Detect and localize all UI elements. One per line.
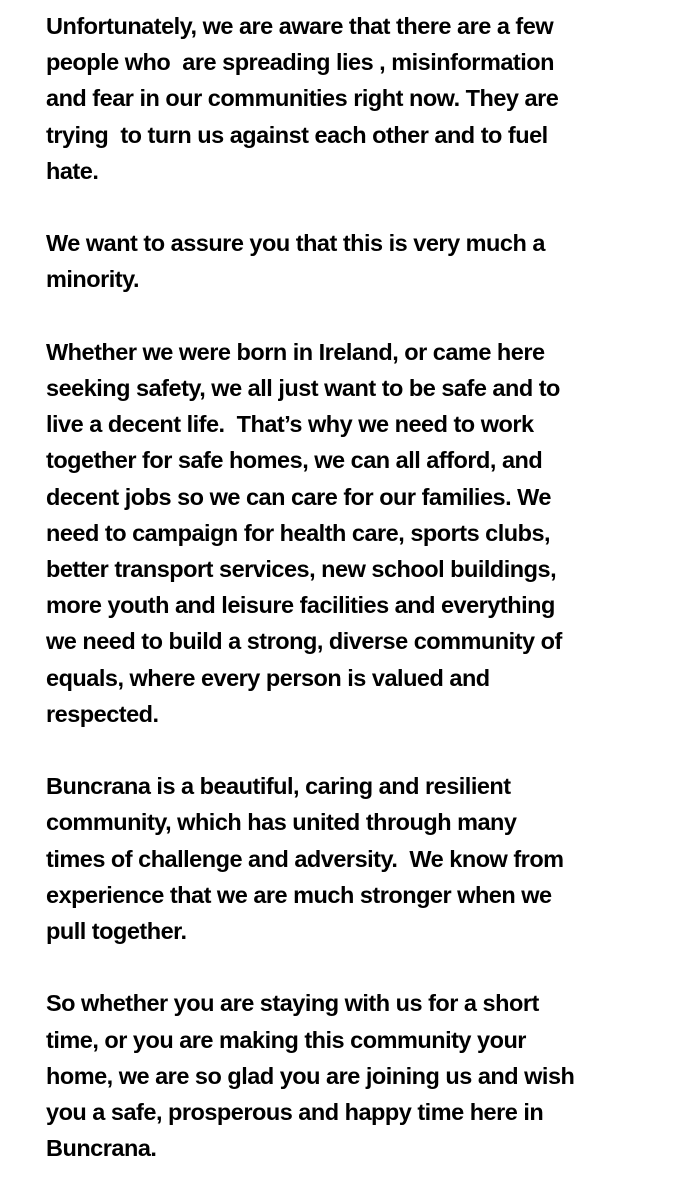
text-line: We want to assure you that this is very much a bbox=[46, 230, 545, 257]
text-line: people who are spreading lies , misinformation bbox=[46, 49, 554, 76]
paragraph-minority bbox=[46, 225, 676, 297]
text-line: you a safe, prosperous and happy time here in bbox=[46, 1099, 544, 1126]
text-line: Buncrana is a beautiful, caring and resilient bbox=[46, 773, 511, 800]
text-line: together for safe homes, we can all afford, and bbox=[46, 447, 543, 474]
text-line: and fear in our communities right now. They are bbox=[46, 85, 559, 112]
text-line: minority. bbox=[46, 266, 139, 293]
text-line: decent jobs so we can care for our families. We bbox=[46, 483, 551, 510]
text-line: hate. bbox=[46, 157, 99, 184]
paragraph-misinformation bbox=[46, 8, 676, 189]
paragraph-welcome bbox=[46, 985, 676, 1166]
text-line: live a decent life. That’s why we need to work bbox=[46, 411, 534, 438]
text-line: more youth and leisure facilities and everything bbox=[46, 592, 555, 619]
text-line: respected. bbox=[46, 700, 159, 727]
text-line: So whether you are staying with us for a short bbox=[46, 990, 539, 1017]
text-line: times of challenge and adversity. We know from bbox=[46, 845, 564, 872]
text-line: Buncrana. bbox=[46, 1135, 157, 1162]
paragraph-community-needs bbox=[46, 334, 676, 732]
text-line: need to campaign for health care, sports clubs, bbox=[46, 519, 551, 546]
text-line: trying to turn us against each other and to fuel bbox=[46, 121, 548, 148]
text-line: seeking safety, we all just want to be safe and to bbox=[46, 375, 560, 401]
text-line: home, we are so glad you are joining us and wish bbox=[46, 1062, 575, 1089]
text-line: we need to build a strong, diverse community of bbox=[46, 628, 562, 655]
text-line: community, which has united through many bbox=[46, 809, 517, 836]
text-line: equals, where every person is valued and bbox=[46, 664, 490, 691]
text-line: Unfortunately, we are aware that there are a few bbox=[46, 13, 554, 39]
text-line: Whether we were born in Ireland, or came here bbox=[46, 338, 545, 365]
text-line: experience that we are much stronger when we bbox=[46, 881, 552, 908]
document-body bbox=[46, 8, 676, 1203]
paragraph-buncrana-resilience bbox=[46, 768, 676, 949]
text-line: time, or you are making this community your bbox=[46, 1026, 526, 1053]
text-line: better transport services, new school buildings, bbox=[46, 556, 557, 583]
text-line: pull together. bbox=[46, 918, 187, 945]
